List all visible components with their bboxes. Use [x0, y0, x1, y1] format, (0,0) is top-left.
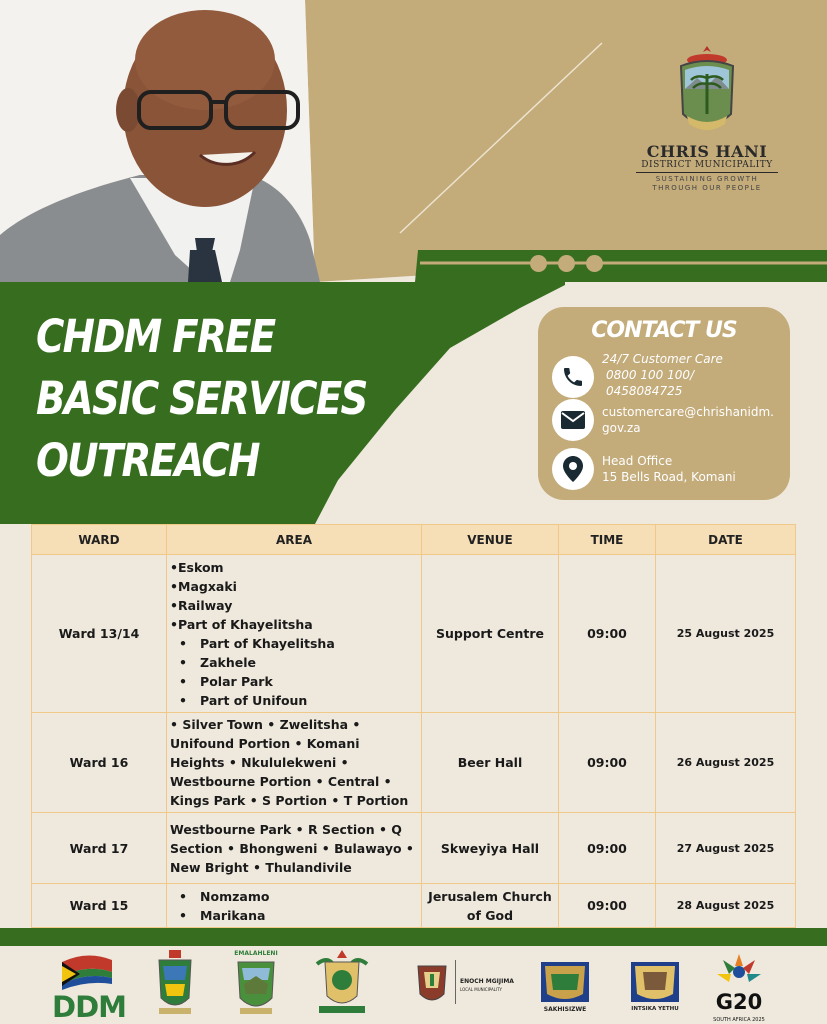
ward-cell: Ward 13/14 — [32, 555, 167, 713]
phone-number: 0458084725 — [606, 384, 683, 398]
address-label: Head Office — [602, 454, 673, 468]
coat-of-arms-icon — [313, 950, 371, 1020]
coat-of-arms-icon — [627, 950, 683, 1010]
header-time: TIME — [559, 525, 656, 555]
coat-of-arms-icon — [232, 958, 280, 1020]
contact-address — [552, 448, 736, 490]
area-item: • Magxaki — [170, 577, 418, 596]
g20-text: G20 — [715, 990, 763, 1014]
ward-cell: Ward 16 — [32, 713, 167, 813]
g20-flower-icon — [711, 950, 767, 990]
area-item: • Eskom — [170, 558, 418, 577]
intsika-label: INTSIKA YETHU — [631, 1006, 679, 1012]
header-venue: VENUE — [422, 525, 559, 555]
venue-cell: Skweyiya Hall — [422, 813, 559, 884]
enoch-mgijima-logo — [414, 950, 524, 1022]
sakhisizwe-label: SAKHISIZWE — [543, 1006, 587, 1013]
title-line: OUTREACH — [36, 434, 259, 487]
area-cell: Westbourne Park • R Section • Q Section • Bhongweni • Bulawayo • New Bright • Thulandivile — [167, 813, 422, 884]
time-cell: 09:00 — [559, 813, 656, 884]
emalahleni-logo — [232, 950, 280, 1022]
date-cell: 27 August 2025 — [656, 813, 796, 884]
green-band-top — [415, 250, 827, 282]
area-sub-item: • Part of Unifoun — [170, 691, 418, 710]
title-line: BASIC SERVICES — [36, 372, 367, 425]
coat-of-arms-icon — [153, 950, 197, 1020]
venue-cell: Beer Hall — [422, 713, 559, 813]
time-cell: 09:00 — [559, 555, 656, 713]
area-item: • Railway — [170, 596, 418, 615]
g20-sub-text: SOUTH AFRICA 2025 — [713, 1017, 765, 1023]
logo-subtitle: DISTRICT MUNICIPALITY — [636, 160, 778, 173]
ddm-text: DDM — [52, 990, 127, 1024]
date-cell: 26 August 2025 — [656, 713, 796, 813]
dot — [530, 255, 547, 272]
area-sub-item: • Nomzamo — [170, 887, 418, 906]
municipality-logo — [153, 950, 197, 1022]
header-ward: WARD — [32, 525, 167, 555]
venue-cell: Support Centre — [422, 555, 559, 713]
contact-title: CONTACT US — [591, 318, 737, 343]
ward-cell: Ward 17 — [32, 813, 167, 884]
coat-of-arms-icon — [414, 960, 450, 1010]
sakhisizwe-logo — [537, 950, 593, 1022]
footer-green-bar — [0, 928, 827, 946]
phone-label: 24/7 Customer Care — [602, 352, 723, 366]
decorative-dots — [530, 255, 603, 272]
area-sub-item: • Part of Khayelitsha — [170, 634, 418, 653]
ward-cell: Ward 15 — [32, 884, 167, 928]
table-row — [32, 555, 796, 713]
time-cell: 09:00 — [559, 884, 656, 928]
contact-card — [538, 307, 790, 500]
area-sub-item: • Zakhele — [170, 653, 418, 672]
contact-phone[interactable] — [552, 352, 723, 399]
coat-of-arms-icon — [671, 44, 743, 140]
logo-name: CHRIS HANI — [646, 142, 768, 161]
contact-email[interactable] — [552, 399, 774, 441]
location-pin-icon — [552, 448, 594, 490]
chris-hani-logo — [636, 44, 778, 193]
intsika-yethu-logo — [627, 950, 683, 1022]
dot — [558, 255, 575, 272]
table-row — [32, 884, 796, 928]
address-street: 15 Bells Road, Komani — [602, 470, 736, 484]
venue-cell: Jerusalem Church of God — [422, 884, 559, 928]
enoch-sub-label: LOCAL MUNICIPALITY — [460, 987, 502, 992]
table-row — [32, 813, 796, 884]
email-address: gov.za — [602, 421, 641, 435]
emalahleni-label: EMALAHLENI — [234, 950, 278, 957]
area-cell: • Silver Town • Zwelitsha • Unifound Portion • Komani Heights • Nkululekweni • Westbourne Portion • Central • Kings Park • S Portion • T Portion — [167, 713, 422, 813]
table-header-row — [32, 525, 796, 555]
page-title — [36, 306, 421, 492]
title-line: CHDM FREE — [36, 310, 275, 363]
ddm-logo — [52, 950, 127, 1024]
schedule-table — [31, 524, 795, 928]
municipality-logo — [313, 950, 371, 1022]
area-item: • Part of Khayelitsha — [170, 615, 418, 634]
header-area: AREA — [167, 525, 422, 555]
email-address: customercare@chrishanidm. — [602, 405, 774, 419]
time-cell: 09:00 — [559, 713, 656, 813]
partner-logos — [0, 946, 827, 1024]
dot — [586, 255, 603, 272]
logo-tagline: THROUGH OUR PEOPLE — [652, 184, 762, 192]
date-cell: 25 August 2025 — [656, 555, 796, 713]
area-cell — [167, 884, 422, 928]
phone-number: 0800 100 100/ — [606, 368, 695, 382]
email-icon — [552, 399, 594, 441]
area-cell — [167, 555, 422, 713]
header-date: DATE — [656, 525, 796, 555]
area-sub-item: • Marikana — [170, 906, 418, 925]
table-row — [32, 713, 796, 813]
logo-tagline: SUSTAINING GROWTH — [655, 175, 759, 183]
coat-of-arms-icon — [537, 950, 593, 1010]
ddm-flag-icon — [52, 950, 122, 990]
g20-logo — [711, 950, 767, 1022]
enoch-label: ENOCH MGIJIMA — [460, 978, 514, 985]
area-sub-item: • Polar Park — [170, 672, 418, 691]
phone-icon — [552, 356, 594, 398]
date-cell: 28 August 2025 — [656, 884, 796, 928]
